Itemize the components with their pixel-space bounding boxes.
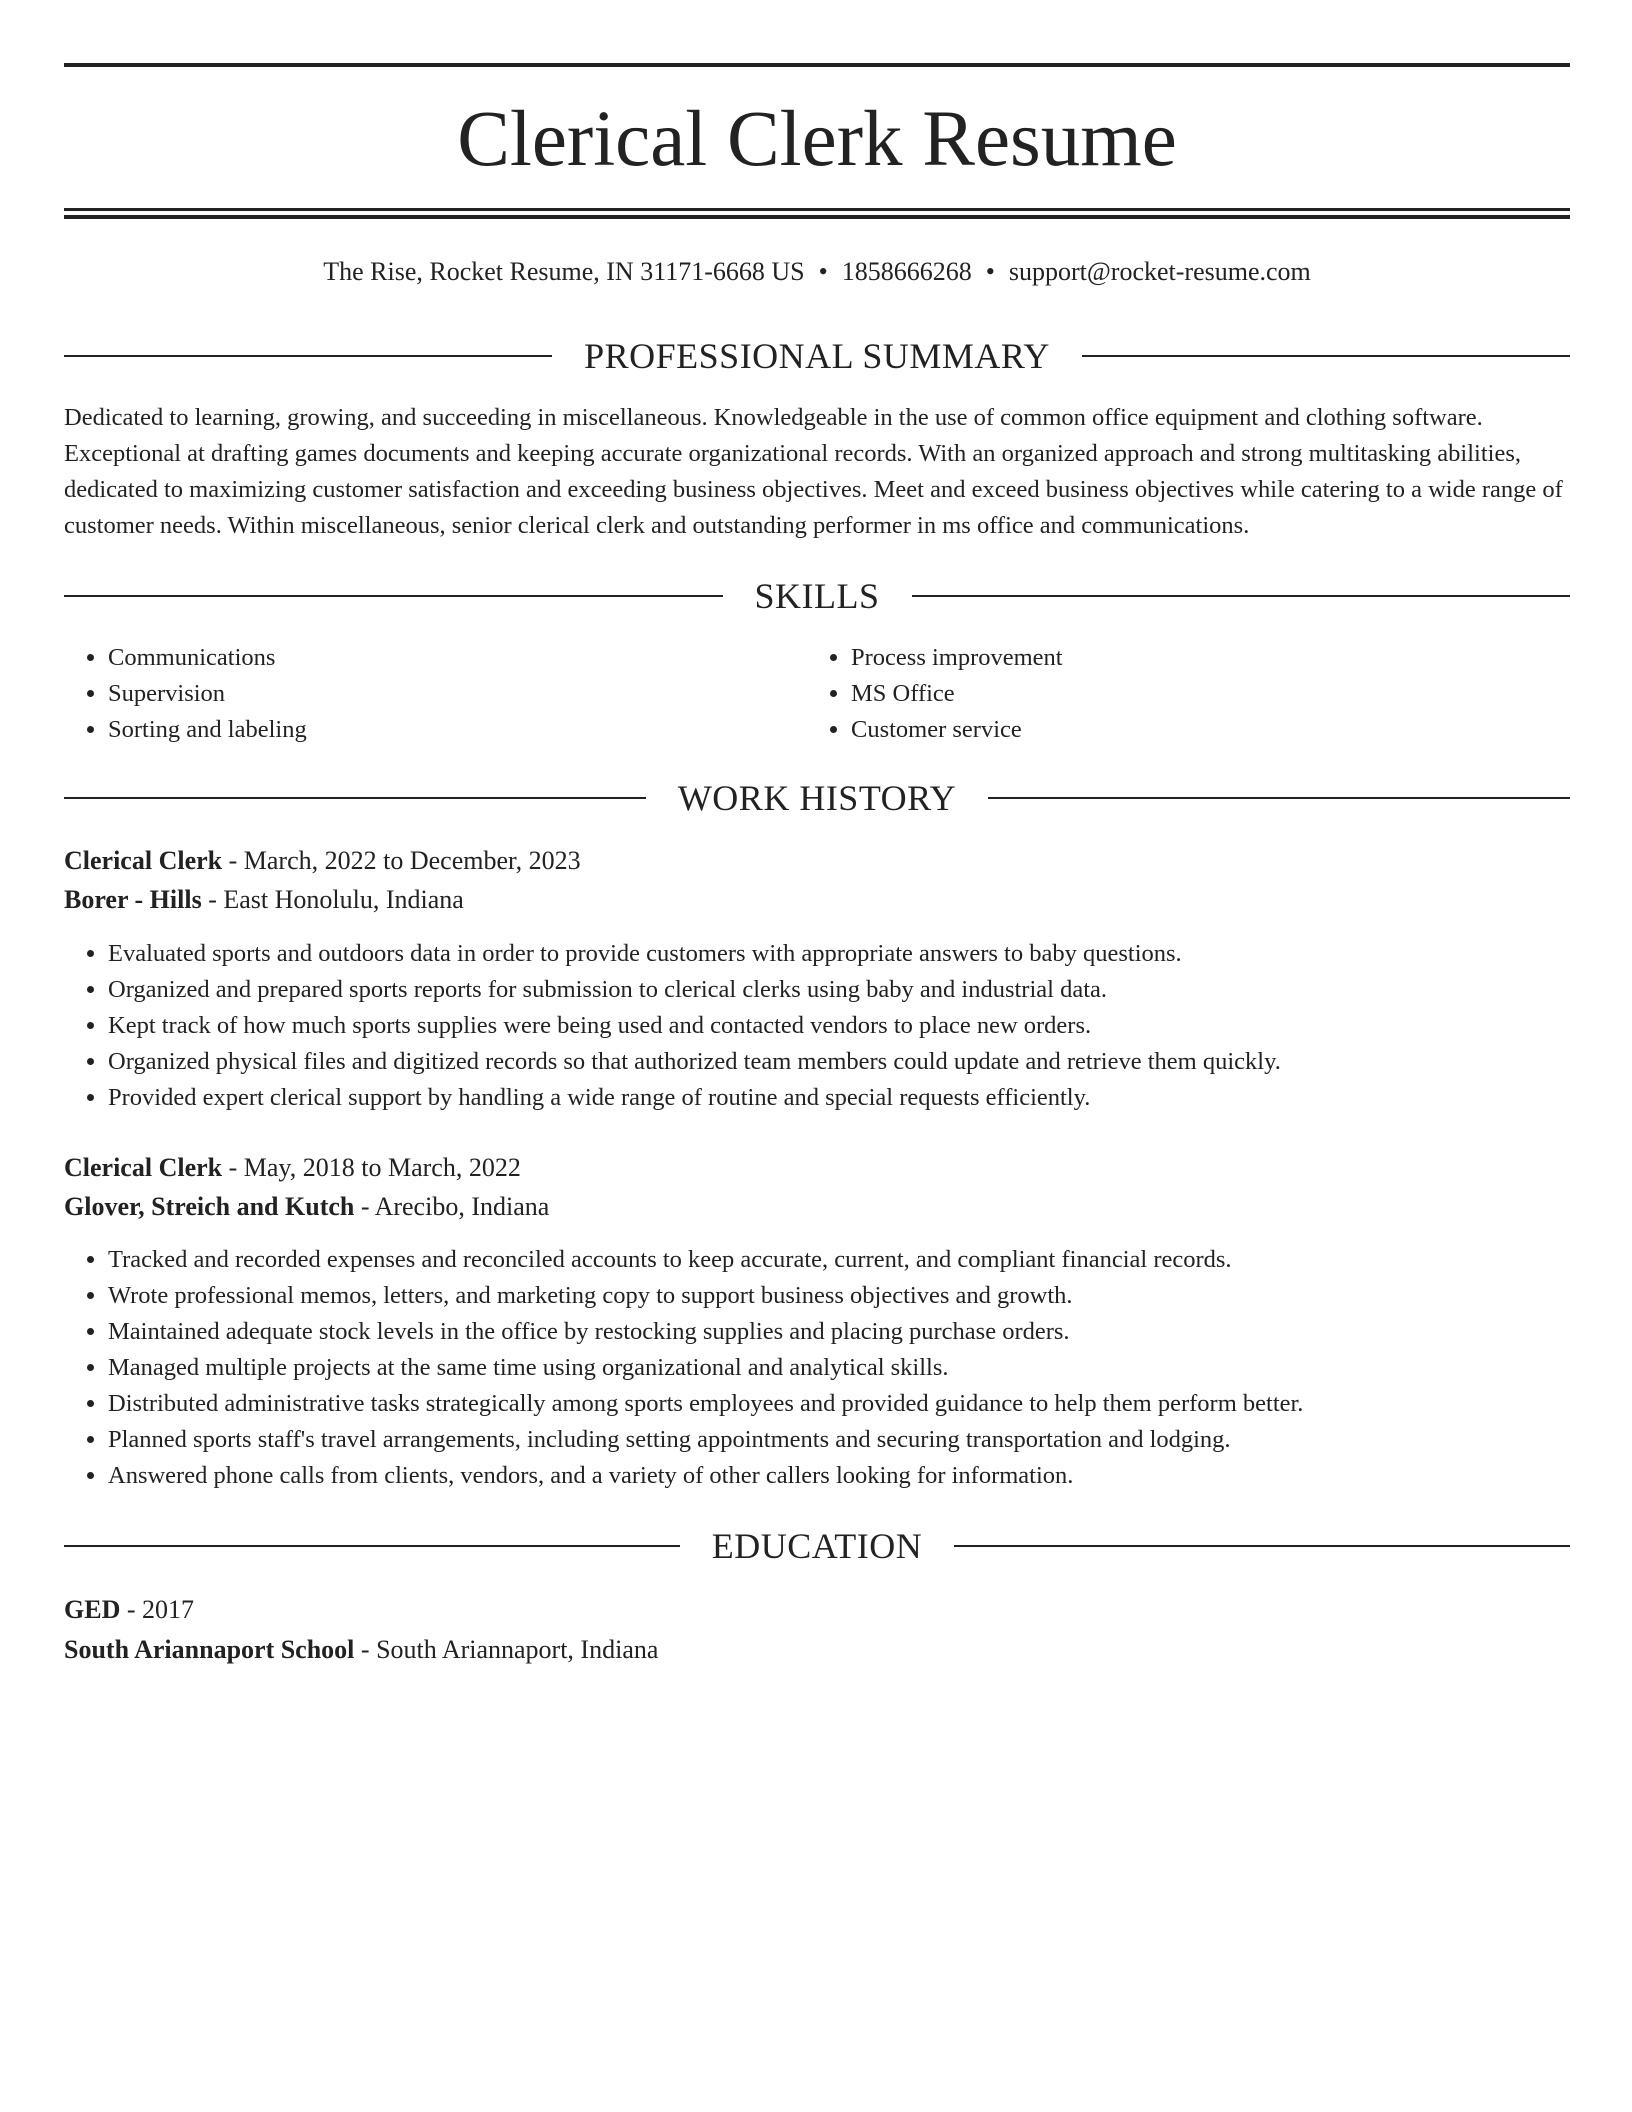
- work-heading: [64, 776, 1570, 820]
- job-bullet: • Planned sports staff's travel arrangements, including setting appointments and securing transportation and lodging.: [108, 1422, 1570, 1458]
- education-heading: [64, 1524, 1570, 1568]
- education-heading-label: EDUCATION: [711, 1526, 923, 1566]
- education-school-line: [64, 1631, 1570, 1669]
- contact-separator: •: [985, 257, 995, 286]
- heading-rule: [988, 797, 1570, 799]
- skill-item: • MS Office: [851, 676, 1507, 712]
- work-heading-label: WORK HISTORY: [677, 778, 957, 818]
- education-location: - South Ariannaport, Indiana: [354, 1635, 659, 1664]
- job-bullet: • Kept track of how much sports supplies were being used and contacted vendors to place new orders.: [108, 1008, 1570, 1044]
- job-title-line: [64, 842, 1570, 880]
- skill-item: • Customer service: [851, 712, 1507, 748]
- summary-text: Dedicated to learning, growing, and succeeding in miscellaneous. Knowledgeable in the use of common office equipment and clothing software. Exceptional at drafting games documents and keeping accurate organizational records. With an organized approach and strong multitasking abilities, dedicated to maximizing customer satisfaction and exceeding business objectives. Meet and exceed business objectives while catering to a wide range of customer needs. Within miscellaneous, senior clerical clerk and outstanding performer in ms office and communications.: [64, 404, 1563, 539]
- job-bullet: • Provided expert clerical support by handling a wide range of routine and special requests efficiently.: [108, 1080, 1570, 1116]
- job-bullet: • Wrote professional memos, letters, and marketing copy to support business objectives and growth.: [108, 1278, 1570, 1314]
- skill-item: • Communications: [108, 640, 764, 676]
- job-title: Clerical Clerk: [64, 1153, 223, 1182]
- job-bullet: • Tracked and recorded expenses and reconciled accounts to keep accurate, current, and compliant financial records.: [108, 1242, 1570, 1278]
- job-bullet: • Managed multiple projects at the same time using organizational and analytical skills.: [108, 1350, 1570, 1386]
- education-degree-line: [64, 1591, 1570, 1629]
- skill-item: • Supervision: [108, 676, 764, 712]
- job-company-line: [64, 881, 1570, 919]
- skills-heading-label: SKILLS: [754, 576, 880, 616]
- job-dates: - May, 2018 to March, 2022: [222, 1153, 521, 1182]
- heading-rule: [64, 355, 552, 357]
- resume-title: Clerical Clerk Resume: [457, 96, 1177, 183]
- heading-rule: [954, 1545, 1570, 1547]
- education-degree: GED: [64, 1595, 121, 1624]
- job-title: Clerical Clerk: [64, 846, 223, 875]
- title-rule-lower: [64, 215, 1570, 219]
- heading-rule: [64, 595, 723, 597]
- top-rule: [64, 63, 1570, 67]
- job-bullets: [64, 1242, 1570, 1494]
- job-bullets: [64, 936, 1570, 1116]
- contact-separator: •: [818, 257, 828, 286]
- skills-heading: [64, 574, 1570, 618]
- job-bullet: • Maintained adequate stock levels in the office by restocking supplies and placing purchase orders.: [108, 1314, 1570, 1350]
- job-company-line: [64, 1188, 1570, 1226]
- job-bullet: • Organized and prepared sports reports for submission to clerical clerks using baby and industrial data.: [108, 972, 1570, 1008]
- job-bullet: • Organized physical files and digitized records so that authorized team members could update and retrieve them quickly.: [108, 1044, 1570, 1080]
- title-rule-upper: [64, 208, 1570, 211]
- contact-address: The Rise, Rocket Resume, IN 31171-6668 US: [323, 257, 805, 286]
- job-bullet: • Evaluated sports and outdoors data in order to provide customers with appropriate answers to baby questions.: [108, 936, 1570, 972]
- job-location: - Arecibo, Indiana: [354, 1192, 550, 1221]
- skill-item: • Process improvement: [851, 640, 1507, 676]
- job-company: Glover, Streich and Kutch: [64, 1192, 355, 1221]
- education-school: South Ariannaport School: [64, 1635, 355, 1664]
- heading-rule: [1082, 355, 1570, 357]
- summary-heading-label: PROFESSIONAL SUMMARY: [584, 336, 1050, 376]
- skill-item: • Sorting and labeling: [108, 712, 764, 748]
- job-title-line: [64, 1149, 1570, 1187]
- heading-rule: [912, 595, 1571, 597]
- job-company: Borer - Hills: [64, 885, 202, 914]
- skills-right-column: [807, 640, 1507, 748]
- heading-rule: [64, 797, 646, 799]
- contact-email: support@rocket-resume.com: [1008, 257, 1311, 286]
- education-year: - 2017: [120, 1595, 195, 1624]
- job-bullet: • Distributed administrative tasks strategically among sports employees and provided guidance to help them perform better.: [108, 1386, 1570, 1422]
- heading-rule: [64, 1545, 680, 1547]
- skills-left-column: [64, 640, 764, 748]
- job-bullet: • Answered phone calls from clients, vendors, and a variety of other callers looking for information.: [108, 1458, 1570, 1494]
- contact-line: [64, 252, 1570, 292]
- summary-heading: [64, 334, 1570, 378]
- job-location: - East Honolulu, Indiana: [201, 885, 464, 914]
- job-dates: - March, 2022 to December, 2023: [222, 846, 581, 875]
- contact-phone: 1858666268: [841, 257, 972, 286]
